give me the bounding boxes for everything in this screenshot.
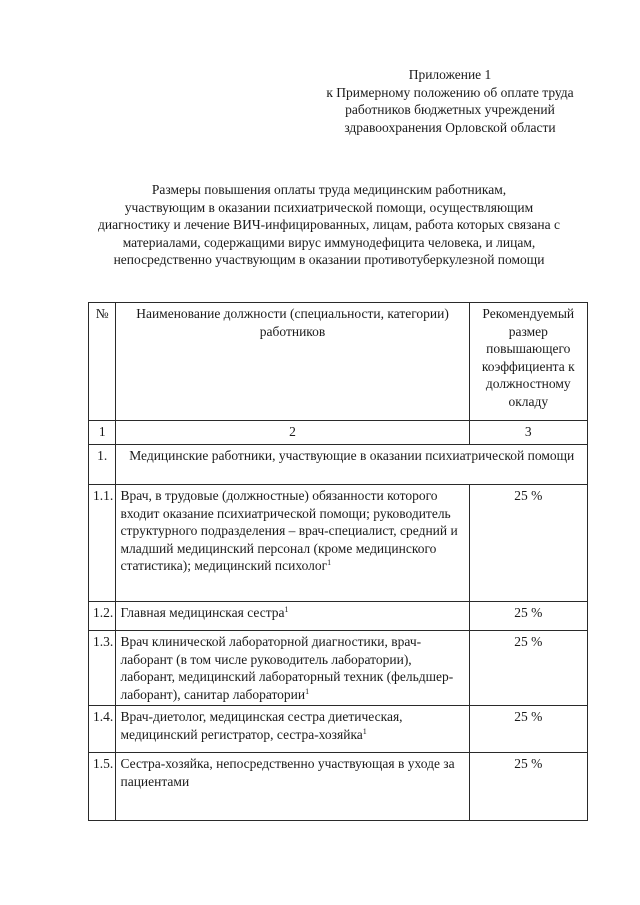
- table-row: [89, 706, 588, 753]
- appendix-line-3: здравоохранения Орловской области: [344, 119, 556, 135]
- row-name-text: Врач клинической лабораторной диагностики, врач-лаборант (в том числе руководитель лаборатории), лаборант, медицинский лабораторный техник (фельдшер-лаборант), санитар лаборатории: [120, 634, 454, 702]
- table-row: [89, 631, 588, 706]
- index-cell-1: 1: [89, 421, 116, 445]
- row-num: 1.2.: [89, 602, 116, 631]
- footnote-mark: 1: [327, 558, 332, 567]
- row-num: 1.3.: [89, 631, 116, 706]
- header-num: №: [89, 303, 116, 421]
- table-index-row: [89, 421, 588, 445]
- row-name: [116, 753, 469, 821]
- section-row: [89, 445, 588, 485]
- row-name-text: Главная медицинская сестра: [120, 605, 285, 620]
- appendix-block: [300, 66, 600, 136]
- row-name: [116, 631, 469, 706]
- row-name-text: Врач, в трудовые (должностные) обязанности которого входит оказание психиатрической помощи; руководитель структурного подразделения – врач-специалист, средний и младший медицинский персонал (кроме медицинского статистика); медицинский психолог: [120, 488, 458, 573]
- section-num: 1.: [89, 445, 116, 485]
- row-value: 25 %: [469, 631, 587, 706]
- row-num: 1.5.: [89, 753, 116, 821]
- footnote-mark: 1: [362, 726, 367, 736]
- document-heading: [40, 181, 618, 269]
- coefficients-table: [88, 302, 588, 821]
- index-cell-2: 2: [116, 421, 469, 445]
- row-num: 1.1.: [89, 485, 116, 602]
- table-row: [89, 602, 588, 631]
- appendix-title: Приложение 1: [408, 67, 492, 82]
- row-name: [116, 602, 469, 631]
- row-name: [116, 706, 469, 753]
- heading-line-2: участвующим в оказании психиатрической помощи, осуществляющим: [124, 199, 534, 215]
- appendix-line-2: работников бюджетных учреждений: [345, 102, 555, 117]
- row-name: [116, 485, 469, 602]
- heading-line-3: диагностику и лечение ВИЧ-инфицированных, лицам, работа которых связана с: [98, 217, 560, 233]
- row-value: 25 %: [469, 753, 587, 821]
- heading-line-5: непосредственно участвующим в оказании противотуберкулезной помощи: [113, 252, 545, 268]
- heading-line-1: Размеры повышения оплаты труда медицинским работникам,: [151, 182, 507, 197]
- table-row: [89, 485, 588, 602]
- row-value: 25 %: [469, 706, 587, 753]
- header-value: Рекомендуемый размер повышающего коэффициента к должностному окладу: [469, 303, 587, 421]
- footnote-mark: 1: [284, 605, 289, 614]
- row-value: 25 %: [469, 485, 587, 602]
- header-name: Наименование должности (специальности, категории) работников: [116, 303, 469, 421]
- table-header-row: [89, 303, 588, 421]
- row-name-text: Врач-диетолог, медицинская сестра диетическая, медицинский регистратор, сестра-хозяйка: [120, 709, 403, 742]
- heading-line-4: материалами, содержащими вирус иммунодефицита человека, и лицам,: [122, 234, 536, 250]
- table-row: [89, 753, 588, 821]
- appendix-line-1: к Примерному положению об оплате труда: [326, 84, 574, 100]
- index-cell-3: 3: [469, 421, 587, 445]
- row-num: 1.4.: [89, 706, 116, 753]
- row-name-text: Сестра-хозяйка, непосредственно участвующая в уходе за пациентами: [120, 756, 455, 789]
- footnote-mark: 1: [305, 686, 310, 696]
- section-title: Медицинские работники, участвующие в оказании психиатрической помощи: [116, 445, 588, 485]
- row-value: 25 %: [469, 602, 587, 631]
